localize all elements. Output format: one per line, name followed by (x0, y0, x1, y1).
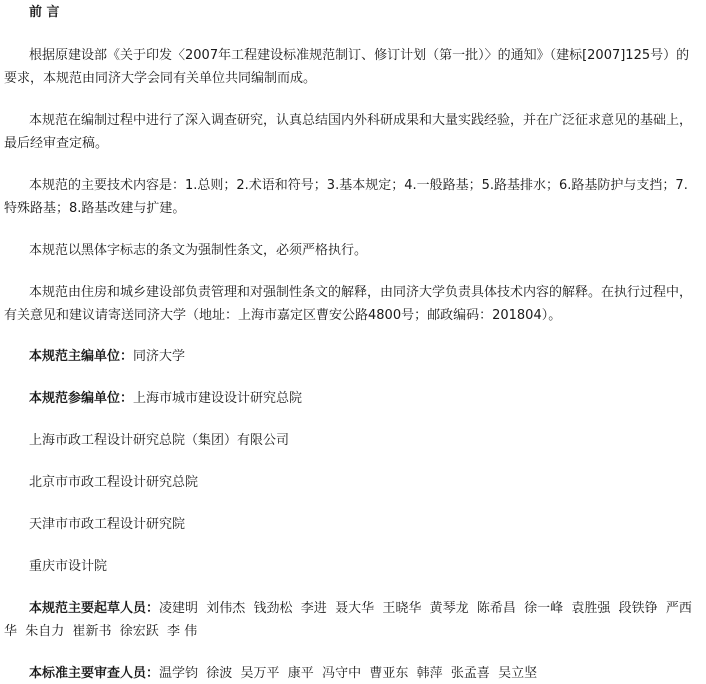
participating-units-line (29, 389, 302, 409)
participating-unit: 天津市市政工程设计研究院 (29, 517, 186, 532)
paragraph-management: 本规范由住房和城乡建设部负责管理和对强制性条文的解释，由同济大学负责具体技术内容的解释。在执行过程中，有关意见和建议请寄送同济大学（地址：上海市嘉定区曹安公路4800号；邮政编码：201804）。 (4, 285, 693, 323)
participating-unit: 北京市市政工程设计研究总院 (29, 475, 199, 490)
paragraph-contents: 本规范的主要技术内容是：1.总则；2.术语和符号；3.基本规定；4.一般路基；5.路基排水；6.路基防护与支挡；7.特殊路基；8.路基改建与扩建。 (4, 178, 688, 216)
participating-units-label: 本规范参编单位： (29, 391, 134, 406)
paragraph-mandatory: 本规范以黑体字标志的条文为强制性条文，必须严格执行。 (29, 243, 368, 258)
reviewers-names: 温学钧 徐波 吴万平 康平 冯守中 曹亚东 韩萍 张孟喜 吴立坚 (159, 666, 538, 681)
participating-unit: 上海市政工程设计研究总院（集团）有限公司 (29, 433, 290, 448)
participating-unit: 重庆市设计院 (29, 559, 108, 574)
participating-unit-first: 上海市城市建设设计研究总院 (133, 391, 303, 406)
paragraph-process: 本规范在编制过程中进行了深入调查研究，认真总结国内外科研成果和大量实践经验，并在广泛征求意见的基础上，最后经审查定稿。 (4, 113, 693, 151)
paragraph-basis: 根据原建设部《关于印发〈2007年工程建设标准规范制订、修订计划（第一批）〉的通知》（建标[2007]125号）的要求，本规范由同济大学会同有关单位共同编制而成。 (4, 48, 690, 86)
drafters-names: 凌建明 刘伟杰 钱劲松 李进 聂大华 王晓华 黄琴龙 陈希昌 徐一峰 袁胜强 段铁铮 严西华 朱自力 崔新书 徐宏跃 李 伟 (4, 601, 692, 639)
chief-unit-line (29, 347, 185, 367)
drafters-label: 本规范主要起草人员： (29, 601, 160, 616)
drafters-block (4, 597, 698, 643)
reviewers-line (29, 664, 537, 684)
reviewers-label: 本标准主要审查人员： (29, 666, 160, 681)
chief-unit-value: 同济大学 (133, 349, 186, 364)
chief-unit-label: 本规范主编单位： (29, 349, 134, 364)
page-title: 前 言 (29, 5, 60, 20)
